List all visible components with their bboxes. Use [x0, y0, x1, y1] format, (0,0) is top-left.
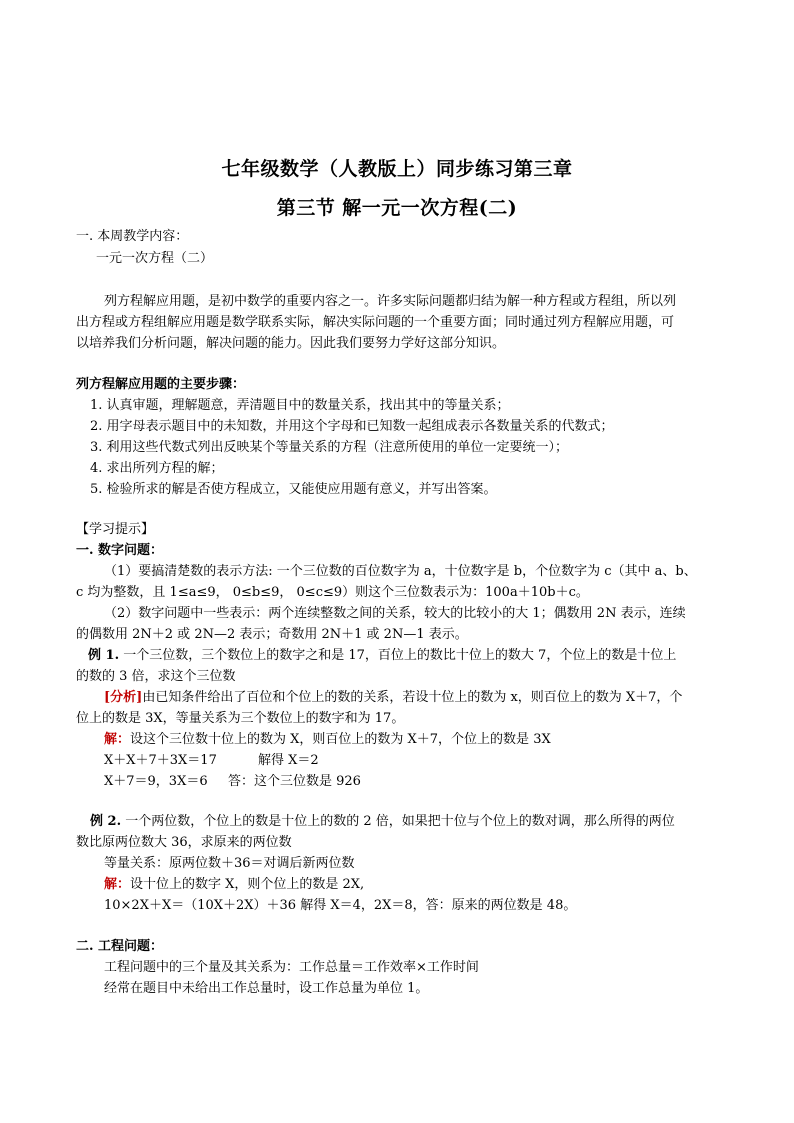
solution-text: 设这个三位数十位上的数为 X，则百位上的数为 X＋7，个位上的数是 3X	[130, 732, 551, 747]
solution-label: 解：	[104, 877, 131, 892]
example-2-text: 一个两位数，个位上的数是十位上的数的 2 倍，如果把十位与个位上的数对调，那么所得的两位	[125, 814, 675, 829]
section-title: 第三节 解一元一次方程(二)	[276, 197, 518, 219]
step-item: 1. 认真审题，理解题意，弄清题目中的数量关系，找出其中的等量关系；	[90, 398, 510, 413]
steps-heading: 列方程解应用题的主要步骤：	[76, 377, 246, 392]
section-heading-week-content: 一. 本周教学内容：	[76, 229, 189, 244]
step-item: 5. 检验所求的解是否使方程成立，又能使应用题有意义，并写出答案。	[90, 482, 497, 497]
example-2-line	[90, 813, 675, 831]
digit-paragraph-line: c 均为整数，且 1≤a≤9， 0≤b≤9， 0≤c≤9）则这个三位数表示为：100a＋10b＋c。	[76, 585, 589, 600]
example-2-text-line: 数比原两位数大 36，求原来的两位数	[76, 835, 292, 850]
digit-paragraph-line: （2）数字问题中一些表示：两个连续整数之间的关系，较大的比较小的大 1；偶数用 2N 表示，连续	[104, 606, 686, 621]
example-1-text-line: 的数的 3 倍，求这个三位数	[76, 669, 236, 684]
document-title: 七年级数学（人教版上）同步练习第三章	[221, 158, 573, 180]
digit-paragraph-line: （1）要搞清楚数的表示方法: 一个三位数的百位数字为 a，十位数字是 b，个位数字为 c（其中 a、b、	[104, 564, 697, 579]
example-1-text: 一个三位数，三个数位上的数字之和是 17，百位上的数比十位上的数大 7，个位上的数是十位上	[123, 648, 677, 663]
analysis-text: 由已知条件给出了百位和个位上的数的关系，若设十位上的数为 x，则百位上的数为 X＋7，个	[142, 690, 683, 705]
learning-tips-heading: 【学习提示】	[76, 522, 155, 537]
example-1-analysis-line	[104, 689, 682, 707]
equation-line: X＋X＋7＋3X＝17	[104, 753, 217, 768]
intro-line: 列方程解应用题，是初中数学的重要内容之一。许多实际问题都归结为解一种方程或方程组，所以列	[104, 294, 677, 309]
example-1-answer: 答：这个三位数是 926	[228, 774, 361, 789]
analysis-label: [分析]	[104, 690, 143, 705]
equation-result: 解得 X＝2	[258, 753, 319, 768]
example-2-relation: 等量关系：原两位数＋36＝对调后新两位数	[104, 856, 355, 871]
solution-text: 设十位上的数字 X，则个位上的数是 2X,	[130, 877, 365, 892]
work-problem-line: 经常在题目中未给出工作总量时，设工作总量为单位 1。	[104, 981, 429, 996]
example-1-label: 例 1.	[88, 648, 120, 663]
equation-line: X＋7＝9，3X＝6	[104, 774, 208, 789]
example-1-solution-line	[104, 731, 551, 749]
digit-paragraph-line: 的偶数用 2N＋2 或 2N—2 表示；奇数用 2N＋1 或 2N—1 表示。	[76, 627, 468, 642]
example-2-label: 例 2.	[90, 814, 122, 829]
example-1-line	[88, 647, 676, 665]
step-item: 3. 利用这些代数式列出反映某个等量关系的方程（注意所使用的单位一定要统一）；	[90, 440, 569, 455]
intro-line: 以培养我们分析问题，解决问题的能力。因此我们要努力学好这部分知识。	[76, 336, 506, 351]
analysis-text-line: 位上的数是 3X，等量关系为三个数位上的数字和为 17。	[76, 711, 405, 726]
digit-problem-heading: 一. 数字问题：	[76, 543, 164, 558]
step-item: 2. 用字母表示题目中的未知数，并用这个字母和已知数一起组成表示各数量关系的代数式；	[90, 419, 614, 434]
example-2-equation: 10×2X＋X＝（10X＋2X）＋36 解得 X＝4，2X＝8，答：原来的两位数是 48。	[104, 898, 577, 913]
solution-label: 解：	[104, 732, 131, 747]
step-item: 4. 求出所列方程的解；	[90, 461, 224, 476]
example-2-solution-line	[104, 876, 364, 894]
work-problem-line: 工程问题中的三个量及其关系为：工作总量＝工作效率×工作时间	[104, 960, 479, 975]
week-content-item: 一元一次方程（二）	[96, 251, 214, 266]
intro-line: 出方程或方程组解应用题是数学联系实际，解决实际问题的一个重要方面；同时通过列方程解应用题，可	[76, 315, 675, 330]
work-problem-heading: 二. 工程问题：	[76, 939, 164, 954]
